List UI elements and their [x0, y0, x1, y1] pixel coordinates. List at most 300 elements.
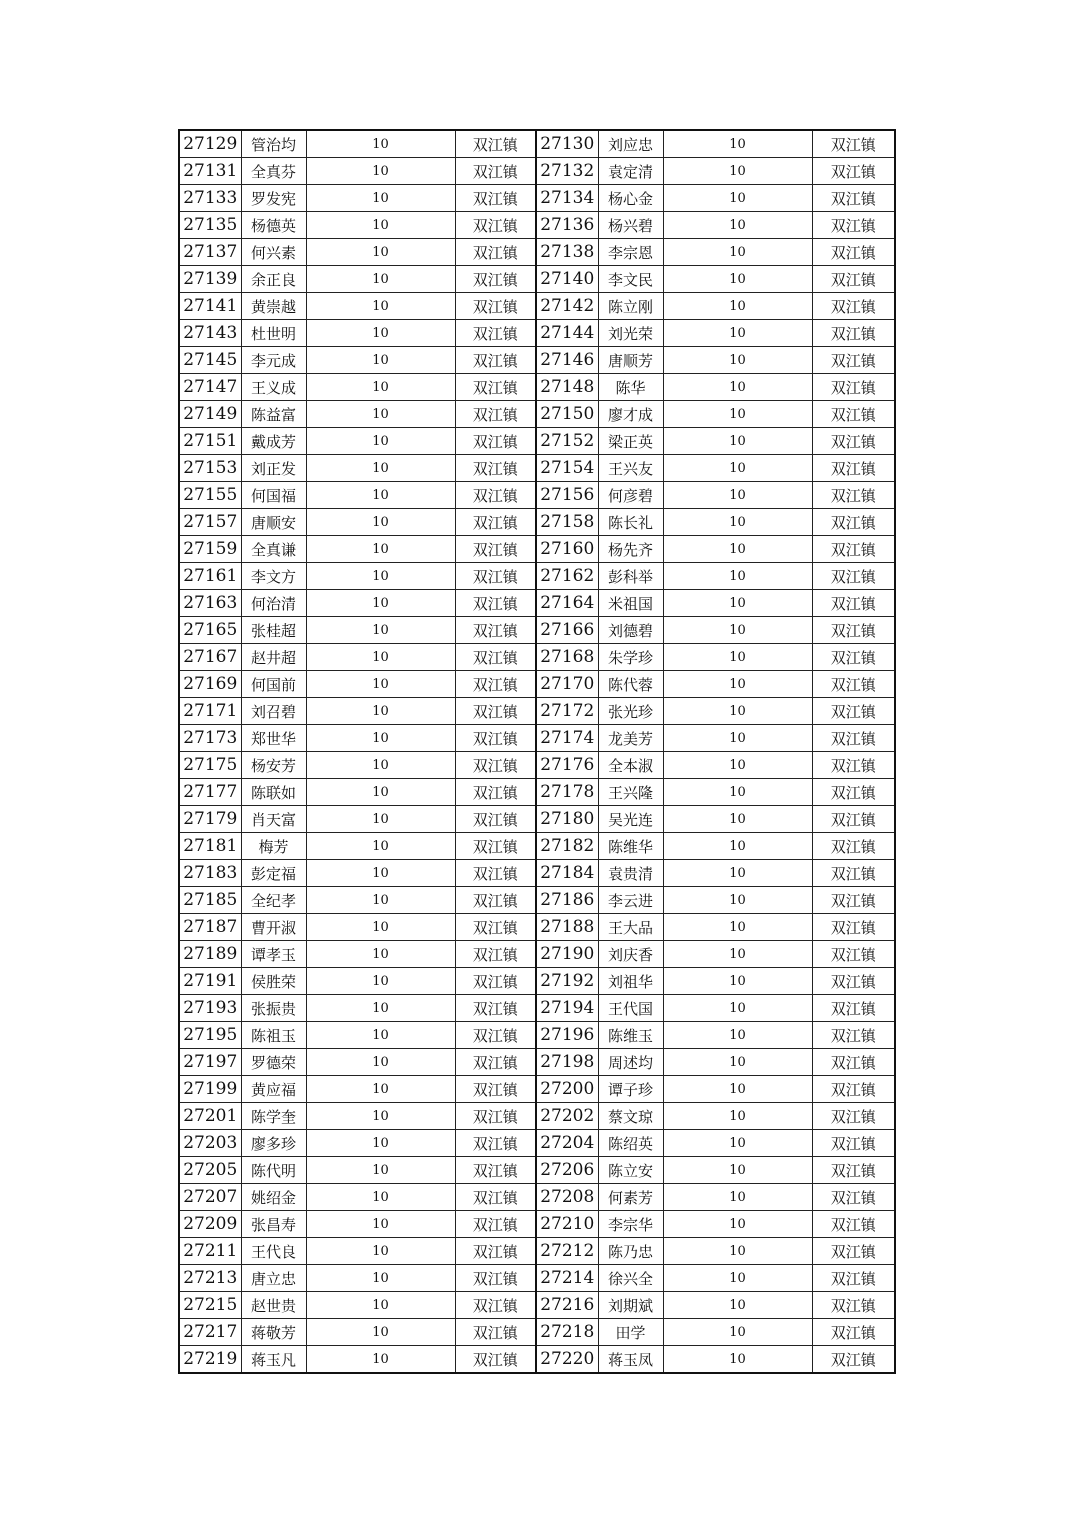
- amount-cell: 10: [663, 563, 812, 590]
- person-name-cell: 蒋玉凤: [598, 1346, 663, 1374]
- person-name-cell: 陈乃忠: [598, 1238, 663, 1265]
- town-name-cell: 双江镇: [455, 941, 536, 968]
- person-name-cell: 王义成: [241, 374, 306, 401]
- town-name-cell: 双江镇: [812, 374, 895, 401]
- town-name-cell: 双江镇: [812, 860, 895, 887]
- record-id-cell: 27195: [179, 1022, 241, 1049]
- person-name-cell: 张振贵: [241, 995, 306, 1022]
- record-id-cell: 27205: [179, 1157, 241, 1184]
- town-name-cell: 双江镇: [812, 1292, 895, 1319]
- town-name-cell: 双江镇: [812, 401, 895, 428]
- amount-cell: 10: [306, 1265, 455, 1292]
- table-row: [179, 752, 895, 779]
- town-name-cell: 双江镇: [455, 536, 536, 563]
- person-name-cell: 王大品: [598, 914, 663, 941]
- record-id-cell: 27186: [536, 887, 598, 914]
- amount-cell: 10: [306, 941, 455, 968]
- amount-cell: 10: [663, 806, 812, 833]
- record-id-cell: 27165: [179, 617, 241, 644]
- table-row: [179, 1265, 895, 1292]
- town-name-cell: 双江镇: [812, 617, 895, 644]
- record-id-cell: 27211: [179, 1238, 241, 1265]
- table-row: [179, 833, 895, 860]
- person-name-cell: 唐顺芳: [598, 347, 663, 374]
- amount-cell: 10: [306, 1022, 455, 1049]
- town-name-cell: 双江镇: [812, 1211, 895, 1238]
- table-row: [179, 887, 895, 914]
- town-name-cell: 双江镇: [812, 590, 895, 617]
- town-name-cell: 双江镇: [812, 239, 895, 266]
- town-name-cell: 双江镇: [455, 347, 536, 374]
- table-row: [179, 806, 895, 833]
- amount-cell: 10: [663, 130, 812, 158]
- table-row: [179, 995, 895, 1022]
- record-id-cell: 27201: [179, 1103, 241, 1130]
- town-name-cell: 双江镇: [455, 1130, 536, 1157]
- person-name-cell: 何素芳: [598, 1184, 663, 1211]
- person-name-cell: 周述均: [598, 1049, 663, 1076]
- amount-cell: 10: [663, 1319, 812, 1346]
- town-name-cell: 双江镇: [455, 482, 536, 509]
- record-id-cell: 27208: [536, 1184, 598, 1211]
- town-name-cell: 双江镇: [812, 428, 895, 455]
- town-name-cell: 双江镇: [455, 320, 536, 347]
- amount-cell: 10: [306, 212, 455, 239]
- town-name-cell: 双江镇: [455, 239, 536, 266]
- person-name-cell: 戴成芳: [241, 428, 306, 455]
- town-name-cell: 双江镇: [812, 1103, 895, 1130]
- town-name-cell: 双江镇: [455, 590, 536, 617]
- amount-cell: 10: [663, 1157, 812, 1184]
- town-name-cell: 双江镇: [812, 266, 895, 293]
- town-name-cell: 双江镇: [455, 833, 536, 860]
- table-row: [179, 1022, 895, 1049]
- record-id-cell: 27169: [179, 671, 241, 698]
- table-row: [179, 1076, 895, 1103]
- town-name-cell: 双江镇: [455, 293, 536, 320]
- town-name-cell: 双江镇: [812, 1184, 895, 1211]
- record-id-cell: 27216: [536, 1292, 598, 1319]
- person-name-cell: 杨先齐: [598, 536, 663, 563]
- person-name-cell: 刘应忠: [598, 130, 663, 158]
- town-name-cell: 双江镇: [812, 752, 895, 779]
- amount-cell: 10: [306, 509, 455, 536]
- amount-cell: 10: [306, 914, 455, 941]
- town-name-cell: 双江镇: [455, 779, 536, 806]
- amount-cell: 10: [663, 374, 812, 401]
- record-id-cell: 27145: [179, 347, 241, 374]
- person-name-cell: 杨兴碧: [598, 212, 663, 239]
- amount-cell: 10: [663, 779, 812, 806]
- person-name-cell: 何治清: [241, 590, 306, 617]
- town-name-cell: 双江镇: [812, 185, 895, 212]
- person-name-cell: 唐顺安: [241, 509, 306, 536]
- amount-cell: 10: [306, 698, 455, 725]
- record-id-cell: 27181: [179, 833, 241, 860]
- town-name-cell: 双江镇: [812, 536, 895, 563]
- town-name-cell: 双江镇: [455, 968, 536, 995]
- record-id-cell: 27144: [536, 320, 598, 347]
- town-name-cell: 双江镇: [812, 941, 895, 968]
- town-name-cell: 双江镇: [812, 779, 895, 806]
- record-id-cell: 27143: [179, 320, 241, 347]
- town-name-cell: 双江镇: [455, 1049, 536, 1076]
- record-id-cell: 27189: [179, 941, 241, 968]
- person-name-cell: 陈长礼: [598, 509, 663, 536]
- person-name-cell: 陈祖玉: [241, 1022, 306, 1049]
- amount-cell: 10: [663, 887, 812, 914]
- amount-cell: 10: [663, 1049, 812, 1076]
- record-id-cell: 27172: [536, 698, 598, 725]
- person-name-cell: 何国前: [241, 671, 306, 698]
- record-id-cell: 27196: [536, 1022, 598, 1049]
- record-id-cell: 27132: [536, 158, 598, 185]
- record-id-cell: 27149: [179, 401, 241, 428]
- person-name-cell: 张桂超: [241, 617, 306, 644]
- record-id-cell: 27214: [536, 1265, 598, 1292]
- table-row: [179, 779, 895, 806]
- person-name-cell: 张昌寿: [241, 1211, 306, 1238]
- amount-cell: 10: [306, 1103, 455, 1130]
- amount-cell: 10: [663, 212, 812, 239]
- amount-cell: 10: [663, 239, 812, 266]
- person-name-cell: 吴光连: [598, 806, 663, 833]
- amount-cell: 10: [663, 1292, 812, 1319]
- record-id-cell: 27134: [536, 185, 598, 212]
- record-id-cell: 27174: [536, 725, 598, 752]
- person-name-cell: 蔡文琼: [598, 1103, 663, 1130]
- record-id-cell: 27137: [179, 239, 241, 266]
- amount-cell: 10: [306, 374, 455, 401]
- town-name-cell: 双江镇: [812, 968, 895, 995]
- record-id-cell: 27175: [179, 752, 241, 779]
- amount-cell: 10: [663, 1076, 812, 1103]
- amount-cell: 10: [306, 671, 455, 698]
- town-name-cell: 双江镇: [455, 995, 536, 1022]
- record-id-cell: 27182: [536, 833, 598, 860]
- amount-cell: 10: [663, 185, 812, 212]
- amount-cell: 10: [306, 968, 455, 995]
- person-name-cell: 刘召碧: [241, 698, 306, 725]
- amount-cell: 10: [306, 995, 455, 1022]
- amount-cell: 10: [306, 617, 455, 644]
- person-name-cell: 唐立忠: [241, 1265, 306, 1292]
- person-name-cell: 王代国: [598, 995, 663, 1022]
- town-name-cell: 双江镇: [812, 698, 895, 725]
- person-name-cell: 余正良: [241, 266, 306, 293]
- record-id-cell: 27140: [536, 266, 598, 293]
- record-id-cell: 27183: [179, 860, 241, 887]
- town-name-cell: 双江镇: [455, 563, 536, 590]
- person-name-cell: 杨德英: [241, 212, 306, 239]
- amount-cell: 10: [663, 860, 812, 887]
- town-name-cell: 双江镇: [812, 1346, 895, 1374]
- record-id-cell: 27135: [179, 212, 241, 239]
- record-id-cell: 27161: [179, 563, 241, 590]
- person-name-cell: 张光珍: [598, 698, 663, 725]
- amount-cell: 10: [306, 1238, 455, 1265]
- person-name-cell: 肖天富: [241, 806, 306, 833]
- person-name-cell: 陈绍英: [598, 1130, 663, 1157]
- record-id-cell: 27204: [536, 1130, 598, 1157]
- town-name-cell: 双江镇: [812, 644, 895, 671]
- table-row: [179, 671, 895, 698]
- table-row: [179, 401, 895, 428]
- table-row: [179, 374, 895, 401]
- record-id-cell: 27198: [536, 1049, 598, 1076]
- table-row: [179, 1130, 895, 1157]
- table-row: [179, 725, 895, 752]
- town-name-cell: 双江镇: [812, 1157, 895, 1184]
- amount-cell: 10: [663, 320, 812, 347]
- amount-cell: 10: [306, 401, 455, 428]
- record-id-cell: 27138: [536, 239, 598, 266]
- person-name-cell: 杜世明: [241, 320, 306, 347]
- town-name-cell: 双江镇: [812, 212, 895, 239]
- amount-cell: 10: [306, 887, 455, 914]
- amount-cell: 10: [663, 698, 812, 725]
- table-row: [179, 1238, 895, 1265]
- town-name-cell: 双江镇: [812, 1130, 895, 1157]
- table-row: [179, 1184, 895, 1211]
- person-name-cell: 刘光荣: [598, 320, 663, 347]
- record-id-cell: 27188: [536, 914, 598, 941]
- town-name-cell: 双江镇: [812, 1076, 895, 1103]
- amount-cell: 10: [306, 1049, 455, 1076]
- town-name-cell: 双江镇: [455, 860, 536, 887]
- record-id-cell: 27151: [179, 428, 241, 455]
- record-id-cell: 27197: [179, 1049, 241, 1076]
- amount-cell: 10: [663, 428, 812, 455]
- amount-cell: 10: [306, 320, 455, 347]
- amount-cell: 10: [663, 1265, 812, 1292]
- town-name-cell: 双江镇: [812, 914, 895, 941]
- table-row: [179, 1292, 895, 1319]
- record-id-cell: 27148: [536, 374, 598, 401]
- person-name-cell: 李云进: [598, 887, 663, 914]
- record-id-cell: 27178: [536, 779, 598, 806]
- town-name-cell: 双江镇: [455, 509, 536, 536]
- town-name-cell: 双江镇: [455, 1238, 536, 1265]
- person-name-cell: 龙美芳: [598, 725, 663, 752]
- town-name-cell: 双江镇: [812, 320, 895, 347]
- person-name-cell: 侯胜荣: [241, 968, 306, 995]
- person-name-cell: 全纪孝: [241, 887, 306, 914]
- town-name-cell: 双江镇: [455, 671, 536, 698]
- person-name-cell: 全真芬: [241, 158, 306, 185]
- town-name-cell: 双江镇: [455, 212, 536, 239]
- person-name-cell: 李文民: [598, 266, 663, 293]
- person-name-cell: 陈立安: [598, 1157, 663, 1184]
- person-name-cell: 廖多珍: [241, 1130, 306, 1157]
- person-name-cell: 米祖国: [598, 590, 663, 617]
- table-row: [179, 482, 895, 509]
- town-name-cell: 双江镇: [455, 617, 536, 644]
- person-name-cell: 陈代蓉: [598, 671, 663, 698]
- person-name-cell: 李宗华: [598, 1211, 663, 1238]
- town-name-cell: 双江镇: [455, 266, 536, 293]
- amount-cell: 10: [306, 1184, 455, 1211]
- amount-cell: 10: [306, 130, 455, 158]
- person-name-cell: 刘正发: [241, 455, 306, 482]
- amount-cell: 10: [306, 779, 455, 806]
- amount-cell: 10: [663, 266, 812, 293]
- record-id-cell: 27212: [536, 1238, 598, 1265]
- record-id-cell: 27200: [536, 1076, 598, 1103]
- town-name-cell: 双江镇: [455, 887, 536, 914]
- person-name-cell: 何彦碧: [598, 482, 663, 509]
- town-name-cell: 双江镇: [455, 752, 536, 779]
- amount-cell: 10: [306, 185, 455, 212]
- record-id-cell: 27162: [536, 563, 598, 590]
- record-id-cell: 27160: [536, 536, 598, 563]
- amount-cell: 10: [663, 590, 812, 617]
- amount-cell: 10: [663, 617, 812, 644]
- town-name-cell: 双江镇: [812, 293, 895, 320]
- record-id-cell: 27215: [179, 1292, 241, 1319]
- town-name-cell: 双江镇: [455, 698, 536, 725]
- amount-cell: 10: [663, 1238, 812, 1265]
- person-name-cell: 王代良: [241, 1238, 306, 1265]
- record-id-cell: 27154: [536, 455, 598, 482]
- table-row: [179, 509, 895, 536]
- amount-cell: 10: [306, 590, 455, 617]
- person-name-cell: 郑世华: [241, 725, 306, 752]
- person-name-cell: 刘祖华: [598, 968, 663, 995]
- amount-cell: 10: [306, 806, 455, 833]
- record-id-cell: 27218: [536, 1319, 598, 1346]
- record-id-cell: 27193: [179, 995, 241, 1022]
- town-name-cell: 双江镇: [812, 347, 895, 374]
- record-id-cell: 27171: [179, 698, 241, 725]
- person-name-cell: 黄崇越: [241, 293, 306, 320]
- amount-cell: 10: [663, 401, 812, 428]
- person-name-cell: 全真谦: [241, 536, 306, 563]
- amount-cell: 10: [663, 968, 812, 995]
- person-name-cell: 刘德碧: [598, 617, 663, 644]
- town-name-cell: 双江镇: [455, 1022, 536, 1049]
- record-id-cell: 27210: [536, 1211, 598, 1238]
- table-row: [179, 968, 895, 995]
- amount-cell: 10: [306, 293, 455, 320]
- town-name-cell: 双江镇: [455, 1319, 536, 1346]
- town-name-cell: 双江镇: [455, 401, 536, 428]
- record-id-cell: 27156: [536, 482, 598, 509]
- amount-cell: 10: [306, 1319, 455, 1346]
- record-id-cell: 27129: [179, 130, 241, 158]
- town-name-cell: 双江镇: [812, 1319, 895, 1346]
- person-name-cell: 陈益富: [241, 401, 306, 428]
- record-id-cell: 27155: [179, 482, 241, 509]
- town-name-cell: 双江镇: [455, 914, 536, 941]
- record-id-cell: 27164: [536, 590, 598, 617]
- person-name-cell: 蒋敬芳: [241, 1319, 306, 1346]
- amount-cell: 10: [663, 671, 812, 698]
- record-id-cell: 27176: [536, 752, 598, 779]
- amount-cell: 10: [663, 1022, 812, 1049]
- town-name-cell: 双江镇: [812, 725, 895, 752]
- amount-cell: 10: [306, 239, 455, 266]
- town-name-cell: 双江镇: [455, 1346, 536, 1374]
- person-name-cell: 李元成: [241, 347, 306, 374]
- record-id-cell: 27168: [536, 644, 598, 671]
- amount-cell: 10: [306, 536, 455, 563]
- table-row: [179, 536, 895, 563]
- town-name-cell: 双江镇: [455, 1211, 536, 1238]
- amount-cell: 10: [306, 266, 455, 293]
- amount-cell: 10: [306, 644, 455, 671]
- town-name-cell: 双江镇: [812, 833, 895, 860]
- amount-cell: 10: [663, 1211, 812, 1238]
- amount-cell: 10: [663, 455, 812, 482]
- record-id-cell: 27133: [179, 185, 241, 212]
- amount-cell: 10: [306, 1157, 455, 1184]
- record-id-cell: 27177: [179, 779, 241, 806]
- town-name-cell: 双江镇: [455, 455, 536, 482]
- record-id-cell: 27130: [536, 130, 598, 158]
- amount-cell: 10: [306, 428, 455, 455]
- town-name-cell: 双江镇: [812, 806, 895, 833]
- town-name-cell: 双江镇: [455, 1157, 536, 1184]
- record-id-cell: 27170: [536, 671, 598, 698]
- table-row: [179, 320, 895, 347]
- person-name-cell: 李文方: [241, 563, 306, 590]
- person-name-cell: 袁贵清: [598, 860, 663, 887]
- record-id-cell: 27152: [536, 428, 598, 455]
- person-name-cell: 梁正英: [598, 428, 663, 455]
- table-row: [179, 239, 895, 266]
- person-name-cell: 袁定清: [598, 158, 663, 185]
- table-row: [179, 941, 895, 968]
- amount-cell: 10: [663, 509, 812, 536]
- town-name-cell: 双江镇: [455, 158, 536, 185]
- amount-cell: 10: [306, 725, 455, 752]
- town-name-cell: 双江镇: [455, 644, 536, 671]
- town-name-cell: 双江镇: [812, 1022, 895, 1049]
- person-name-cell: 陈维玉: [598, 1022, 663, 1049]
- record-id-cell: 27203: [179, 1130, 241, 1157]
- town-name-cell: 双江镇: [812, 995, 895, 1022]
- record-id-cell: 27139: [179, 266, 241, 293]
- amount-cell: 10: [306, 1211, 455, 1238]
- town-name-cell: 双江镇: [455, 185, 536, 212]
- amount-cell: 10: [306, 860, 455, 887]
- person-name-cell: 陈维华: [598, 833, 663, 860]
- record-id-cell: 27217: [179, 1319, 241, 1346]
- town-name-cell: 双江镇: [455, 1076, 536, 1103]
- town-name-cell: 双江镇: [455, 1103, 536, 1130]
- record-id-cell: 27220: [536, 1346, 598, 1374]
- amount-cell: 10: [663, 995, 812, 1022]
- table-row: [179, 1157, 895, 1184]
- table-row: [179, 617, 895, 644]
- person-name-cell: 杨心金: [598, 185, 663, 212]
- table-row: [179, 1049, 895, 1076]
- person-name-cell: 姚绍金: [241, 1184, 306, 1211]
- amount-cell: 10: [663, 914, 812, 941]
- amount-cell: 10: [663, 347, 812, 374]
- amount-cell: 10: [306, 347, 455, 374]
- amount-cell: 10: [306, 833, 455, 860]
- amount-cell: 10: [306, 1076, 455, 1103]
- amount-cell: 10: [663, 158, 812, 185]
- table-row: [179, 1319, 895, 1346]
- amount-cell: 10: [663, 725, 812, 752]
- amount-cell: 10: [663, 1184, 812, 1211]
- record-id-cell: 27180: [536, 806, 598, 833]
- amount-cell: 10: [663, 1346, 812, 1374]
- town-name-cell: 双江镇: [455, 1265, 536, 1292]
